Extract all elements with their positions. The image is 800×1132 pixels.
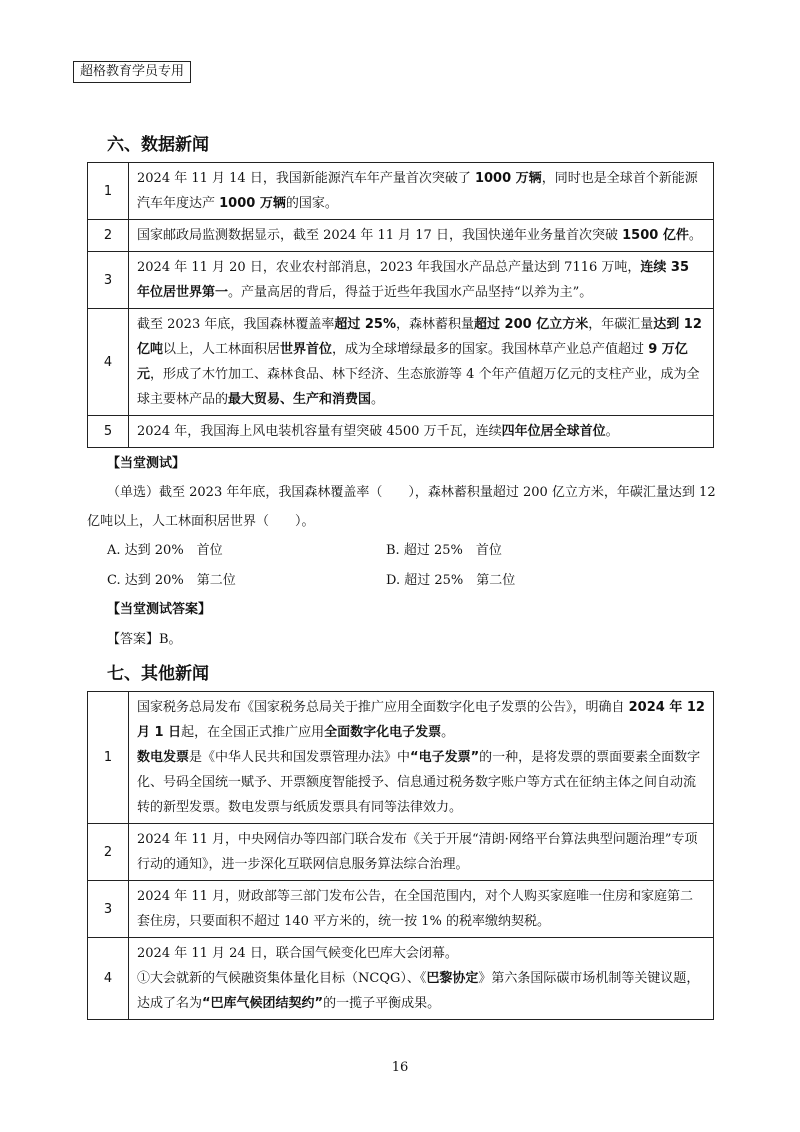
row-number: 4	[88, 309, 129, 416]
data-news-table	[87, 162, 714, 448]
row-text	[129, 416, 714, 448]
row-text	[129, 692, 714, 824]
quiz-question-line-1: （单选）截至 2023 年年底，我国森林覆盖率（ ），森林蓄积量超过 200 亿立方米，年碳汇量达到 12	[107, 485, 716, 500]
table-row	[88, 163, 714, 220]
emphasis-text: 全面数字化电子发票	[324, 725, 442, 740]
table-row	[88, 220, 714, 252]
body-text: 。	[605, 424, 619, 439]
table-row	[88, 824, 714, 881]
quiz-option-d: D. 超过 25% 第二位	[386, 573, 516, 588]
body-text: 2024 年 11 月 20 日，农业农村部消息，2023 年我国水产品总产量达到 7116 万吨，	[137, 260, 641, 275]
emphasis-text: “电子发票”	[410, 750, 480, 765]
watermark-stamp: 超格教育学员专用	[73, 61, 191, 83]
emphasis-text: 世界首位	[280, 342, 333, 357]
row-number: 3	[88, 252, 129, 309]
body-text: 国家税务总局发布《国家税务总局关于推广应用全面数字化电子发票的公告》，明确自	[137, 700, 629, 715]
row-paragraph	[137, 966, 705, 1016]
emphasis-text: 最大贸易、生产和消费国	[228, 392, 372, 407]
quiz-option-a: A. 达到 20% 首位	[107, 543, 223, 558]
table-row	[88, 881, 714, 938]
table-row	[88, 252, 714, 309]
row-paragraph	[137, 695, 705, 745]
quiz-option-b: B. 超过 25% 首位	[386, 543, 502, 558]
body-text: 2024 年 11 月，财政部等三部门发布公告，在全国范围内，对个人购买家庭唯一住房和家庭第二套住房，只要面积不超过 140 平方米的，统一按 1% 的税率缴纳契税。	[137, 889, 694, 929]
table-row	[88, 938, 714, 1020]
emphasis-text: “巴库气候团结契约”	[202, 996, 324, 1011]
row-paragraph	[137, 745, 705, 820]
body-text: 国家邮政局监测数据显示，截至 2024 年 11 月 17 日，我国快递年业务量首次突破	[137, 228, 623, 243]
quiz-answer-heading: 【当堂测试答案】	[107, 602, 212, 617]
other-news-table	[87, 691, 714, 1020]
row-number: 1	[88, 163, 129, 220]
emphasis-text: 达到 12 亿吨	[137, 317, 702, 357]
quiz-answer: 【答案】B。	[107, 632, 182, 647]
body-text: 起，在全国正式推广应用	[181, 725, 325, 740]
emphasis-text: 四年位居全球首位	[501, 424, 606, 439]
row-text	[129, 163, 714, 220]
quiz-option-c: C. 达到 20% 第二位	[107, 573, 236, 588]
body-text: ，形成了木竹加工、森林食品、林下经济、生态旅游等 4 个年产值超万亿元的支柱产业，成为全球主要林产品的	[137, 367, 700, 407]
row-number: 2	[88, 220, 129, 252]
body-text: 。产量高居的背后，得益于近些年我国水产品坚持“以养为主”。	[228, 285, 593, 300]
body-text: 是《中华人民共和国发票管理办法》中	[189, 750, 411, 765]
row-number: 1	[88, 692, 129, 824]
body-text: 。	[371, 392, 385, 407]
table-row	[88, 416, 714, 448]
body-text: 。	[688, 228, 702, 243]
emphasis-text: 1500 亿件	[622, 228, 689, 243]
row-paragraph	[137, 255, 705, 305]
emphasis-text: 超过 200 亿立方米	[474, 317, 589, 332]
row-text	[129, 220, 714, 252]
body-text: ，同时也是全球首个新能源汽车年度达产	[137, 171, 698, 211]
row-number: 5	[88, 416, 129, 448]
body-text: 2024 年 11 月 14 日，我国新能源汽车年产量首次突破了	[137, 171, 475, 186]
row-paragraph	[137, 166, 705, 216]
body-text: 截至 2023 年底，我国森林覆盖率	[137, 317, 335, 332]
row-text	[129, 938, 714, 1020]
table-row	[88, 309, 714, 416]
emphasis-text: 连续 35 年位居世界第一	[137, 260, 690, 300]
section-title-data-news: 六、数据新闻	[107, 135, 209, 155]
page-number: 16	[391, 1060, 409, 1075]
quiz-question-line-2: 亿吨以上，人工林面积居世界（ ）。	[87, 514, 315, 529]
row-paragraph	[137, 223, 705, 248]
body-text: 2024 年 11 月，中央网信办等四部门联合发布《关于开展“清朗·网络平台算法典型问题治理”专项行动的通知》，进一步深化互联网信息服务算法综合治理。	[137, 832, 698, 872]
row-paragraph	[137, 884, 705, 934]
section-title-other-news: 七、其他新闻	[107, 664, 209, 684]
body-text: 的一揽子平衡成果。	[323, 996, 441, 1011]
row-paragraph	[137, 941, 705, 966]
body-text: 》第六条国际碳市场机制等关键议题，达成了名为	[137, 971, 700, 1011]
emphasis-text: 巴黎协定	[426, 971, 479, 986]
emphasis-text: 1000 万辆	[219, 196, 286, 211]
emphasis-text: 9 万亿元	[137, 342, 688, 382]
emphasis-text: 超过 25%	[334, 317, 397, 332]
emphasis-text: 2024 年 12 月 1 日	[137, 700, 705, 740]
body-text: 2024 年 11 月 24 日，联合国气候变化巴库大会闭幕。	[137, 946, 458, 961]
emphasis-text: 1000 万辆	[474, 171, 542, 186]
row-text	[129, 881, 714, 938]
body-text: 以上，人工林面积居	[163, 342, 281, 357]
body-text: ，年碳汇量	[588, 317, 654, 332]
emphasis-text: 数电发票	[137, 750, 190, 765]
row-paragraph	[137, 312, 705, 412]
row-paragraph	[137, 827, 705, 877]
body-text: 的一种，是将发票的票面要素全面数字化、号码全国统一赋予、开票额度智能授予、信息通过税务数字账户等方式在征纳主体之间自动流转的新型发票。数电发票与纸质发票具有同等法律效力。	[137, 750, 701, 815]
body-text: ，森林蓄积量	[396, 317, 475, 332]
body-text: 2024 年，我国海上风电装机容量有望突破 4500 万千瓦，连续	[137, 424, 502, 439]
row-paragraph	[137, 419, 705, 444]
table-row	[88, 692, 714, 824]
row-number: 4	[88, 938, 129, 1020]
body-text: ，成为全球增绿最多的国家。我国林草产业总产值超过	[332, 342, 649, 357]
row-text	[129, 824, 714, 881]
row-text	[129, 309, 714, 416]
body-text: 的国家。	[285, 196, 338, 211]
quiz-heading: 【当堂测试】	[107, 456, 186, 471]
row-number: 3	[88, 881, 129, 938]
body-text: ①大会就新的气候融资集体量化目标（NCQG）、《	[137, 971, 427, 986]
row-number: 2	[88, 824, 129, 881]
row-text	[129, 252, 714, 309]
body-text: 。	[441, 725, 455, 740]
